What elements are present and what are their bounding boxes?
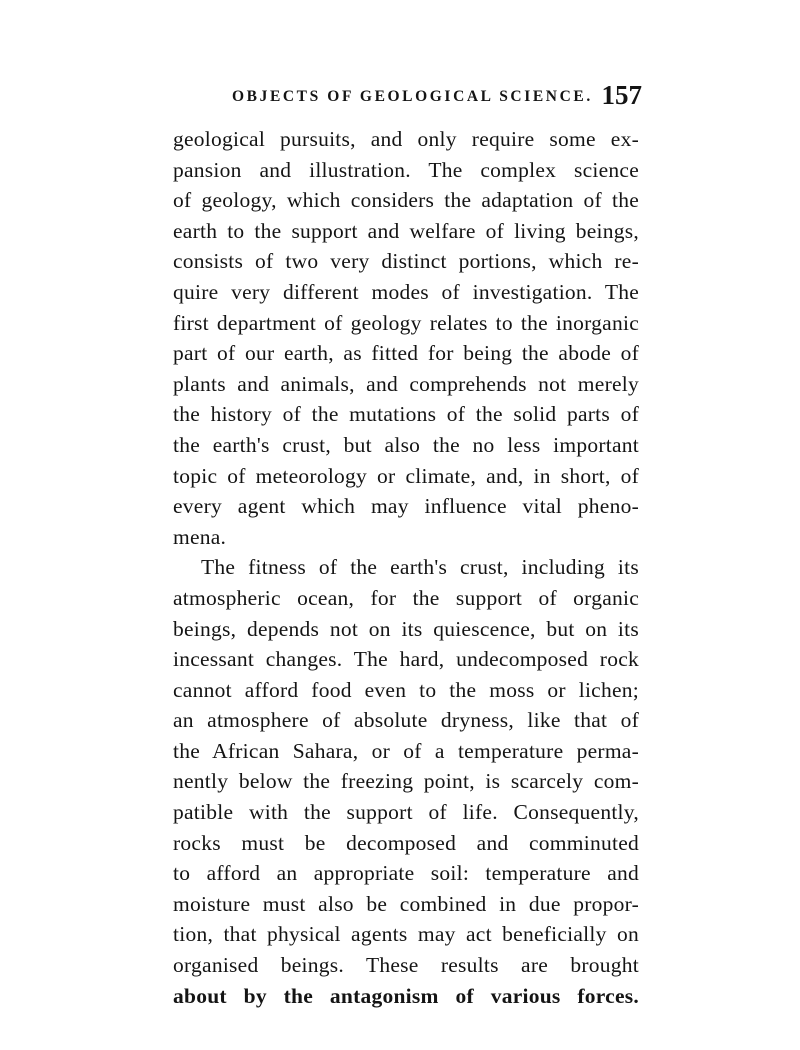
text-line: pansion and illustration. The complex science [173, 157, 639, 182]
text-line: the history of the mutations of the solid parts of [173, 402, 639, 427]
text-line: mena. [173, 524, 227, 549]
text-line: atmospheric ocean, for the support of organic [173, 585, 639, 610]
running-head [232, 80, 642, 110]
body-text [173, 124, 639, 1011]
paragraph-2 [173, 552, 639, 1011]
text-line: to afford an appropriate soil: temperature and [173, 861, 639, 886]
text-line: patible with the support of life. Consequently, [173, 800, 639, 825]
paragraph-1 [173, 124, 639, 552]
text-line: part of our earth, as fitted for being the abode of [173, 341, 639, 366]
text-line: geological pursuits, and only require some ex- [173, 127, 639, 151]
text-line: first department of geology relates to the inorganic [173, 310, 639, 335]
page-number: 157 [601, 80, 642, 110]
text-line: the earth's crust, but also the no less important [173, 432, 639, 457]
text-line: incessant changes. The hard, undecomposed rock [173, 647, 639, 672]
text-line: tion, that physical agents may act beneficially on [173, 922, 639, 947]
text-line: beings, depends not on its quiescence, but on its [173, 616, 639, 641]
text-line: organised beings. These results are brought [173, 953, 639, 978]
text-line: The fitness of the earth's crust, including its [201, 555, 639, 580]
text-line: consists of two very distinct portions, which re- [173, 249, 639, 274]
running-title: OBJECTS OF GEOLOGICAL SCIENCE. [232, 88, 593, 105]
text-line: moisture must also be combined in due propor- [173, 891, 639, 916]
text-line: the African Sahara, or of a temperature perma- [173, 738, 639, 763]
text-line: every agent which may influence vital pheno- [173, 494, 639, 519]
text-line: of geology, which considers the adaptation of the [173, 188, 639, 213]
text-line: quire very different modes of investigation. The [173, 279, 639, 304]
text-line: an atmosphere of absolute dryness, like that of [173, 708, 639, 733]
text-line: earth to the support and welfare of living beings, [173, 218, 639, 243]
text-line: nently below the freezing point, is scarcely com- [173, 769, 639, 794]
text-line: topic of meteorology or climate, and, in short, of [173, 463, 639, 488]
text-line: about by the antagonism of various forces. [173, 983, 639, 1008]
text-line: rocks must be decomposed and comminuted [173, 830, 639, 855]
text-line: cannot afford food even to the moss or lichen; [173, 677, 639, 702]
text-line: plants and animals, and comprehends not merely [173, 371, 639, 396]
